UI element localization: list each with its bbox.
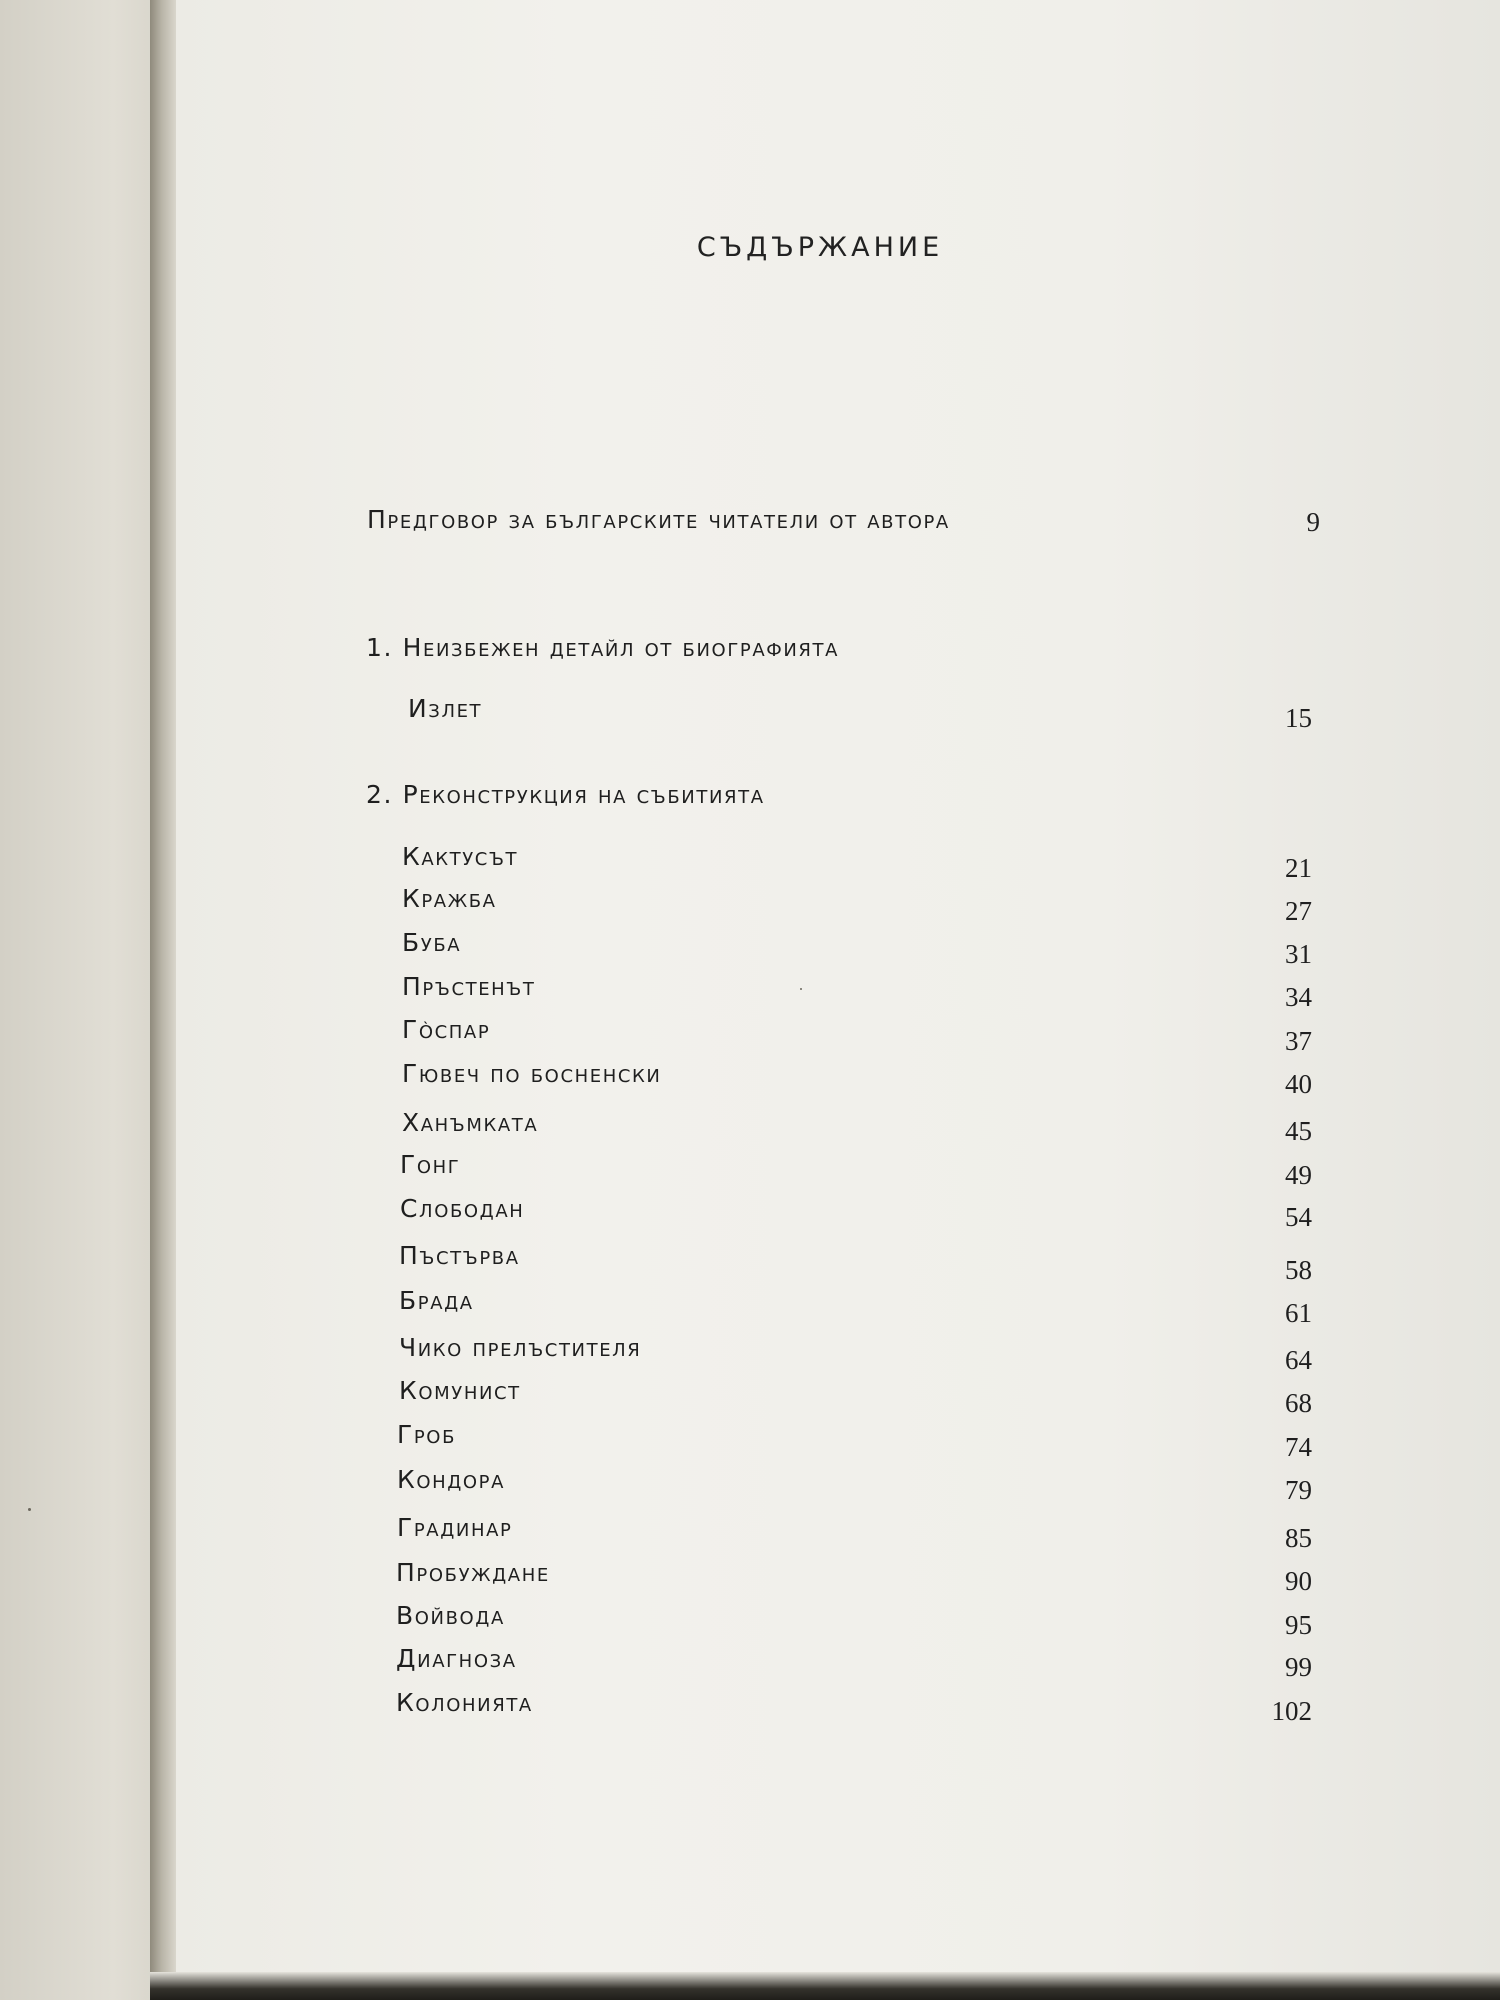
toc-item-page: 54 [1285,1202,1312,1232]
toc-item: Войвода [396,1601,505,1630]
toc-item-page: 102 [1271,1696,1312,1726]
toc-item-page: 74 [1285,1432,1312,1462]
toc-item: Излет [408,694,483,723]
toc-item: Пробуждане [396,1558,550,1587]
book-bottom-edge [150,1972,1500,2000]
toc-page-preface: 9 [1306,507,1320,537]
toc-item-page: 49 [1285,1160,1312,1190]
toc-item-page: 64 [1285,1345,1312,1375]
toc-item: Комунист [399,1376,521,1405]
toc-item: Ханъмката [402,1108,539,1137]
toc-item: Гонг [400,1150,461,1179]
toc-item: Буба [402,928,462,957]
toc-item: Гювеч по босненски [402,1059,662,1088]
toc-item-page: 61 [1285,1298,1312,1328]
toc-item: Пъстърва [399,1241,520,1270]
toc-item: Слободан [400,1194,525,1223]
toc-item-page: 95 [1285,1610,1312,1640]
toc-item-page: 27 [1285,896,1312,926]
toc-item: Гроб [397,1420,457,1449]
toc-item-page: 31 [1285,939,1312,969]
toc-item-page: 58 [1285,1255,1312,1285]
toc-item-page: 21 [1285,853,1312,883]
toc-item-page: 99 [1285,1652,1312,1682]
toc-item: Кражба [402,884,497,913]
toc-item: Колонията [396,1688,533,1717]
toc-item: Кактусът [402,842,519,871]
toc-item: Брада [399,1286,474,1315]
toc-title: СЪДЪРЖАНИЕ [696,232,944,263]
toc-item-page: 34 [1285,982,1312,1012]
toc-item-page: 90 [1285,1566,1312,1596]
toc-item-page: 40 [1285,1069,1312,1099]
toc-item: Пръстенът [402,972,536,1001]
toc-item-page: 37 [1285,1026,1312,1056]
toc-item-page: 45 [1285,1116,1312,1146]
toc-item: Градинар [397,1513,513,1542]
previous-page-edge [0,0,162,2000]
toc-item: Кондора [397,1465,506,1494]
paper-speck [800,988,802,990]
paper-speck [28,1508,31,1511]
toc-item: Чико прелъстителя [399,1333,642,1362]
toc-item-page: 85 [1285,1523,1312,1553]
toc-item-page: 15 [1285,703,1312,733]
toc-item: Диагноза [396,1644,517,1673]
toc-section-2: 2. Реконструкция на събитията [366,780,765,809]
toc-item-page: 79 [1285,1475,1312,1505]
toc-section-1: 1. Неизбежен детайл от биографията [366,633,840,662]
toc-entry-preface: Предговор за българските читатели от автора [367,505,950,534]
toc-item-page: 68 [1285,1388,1312,1418]
toc-item: Гòспар [402,1015,491,1044]
